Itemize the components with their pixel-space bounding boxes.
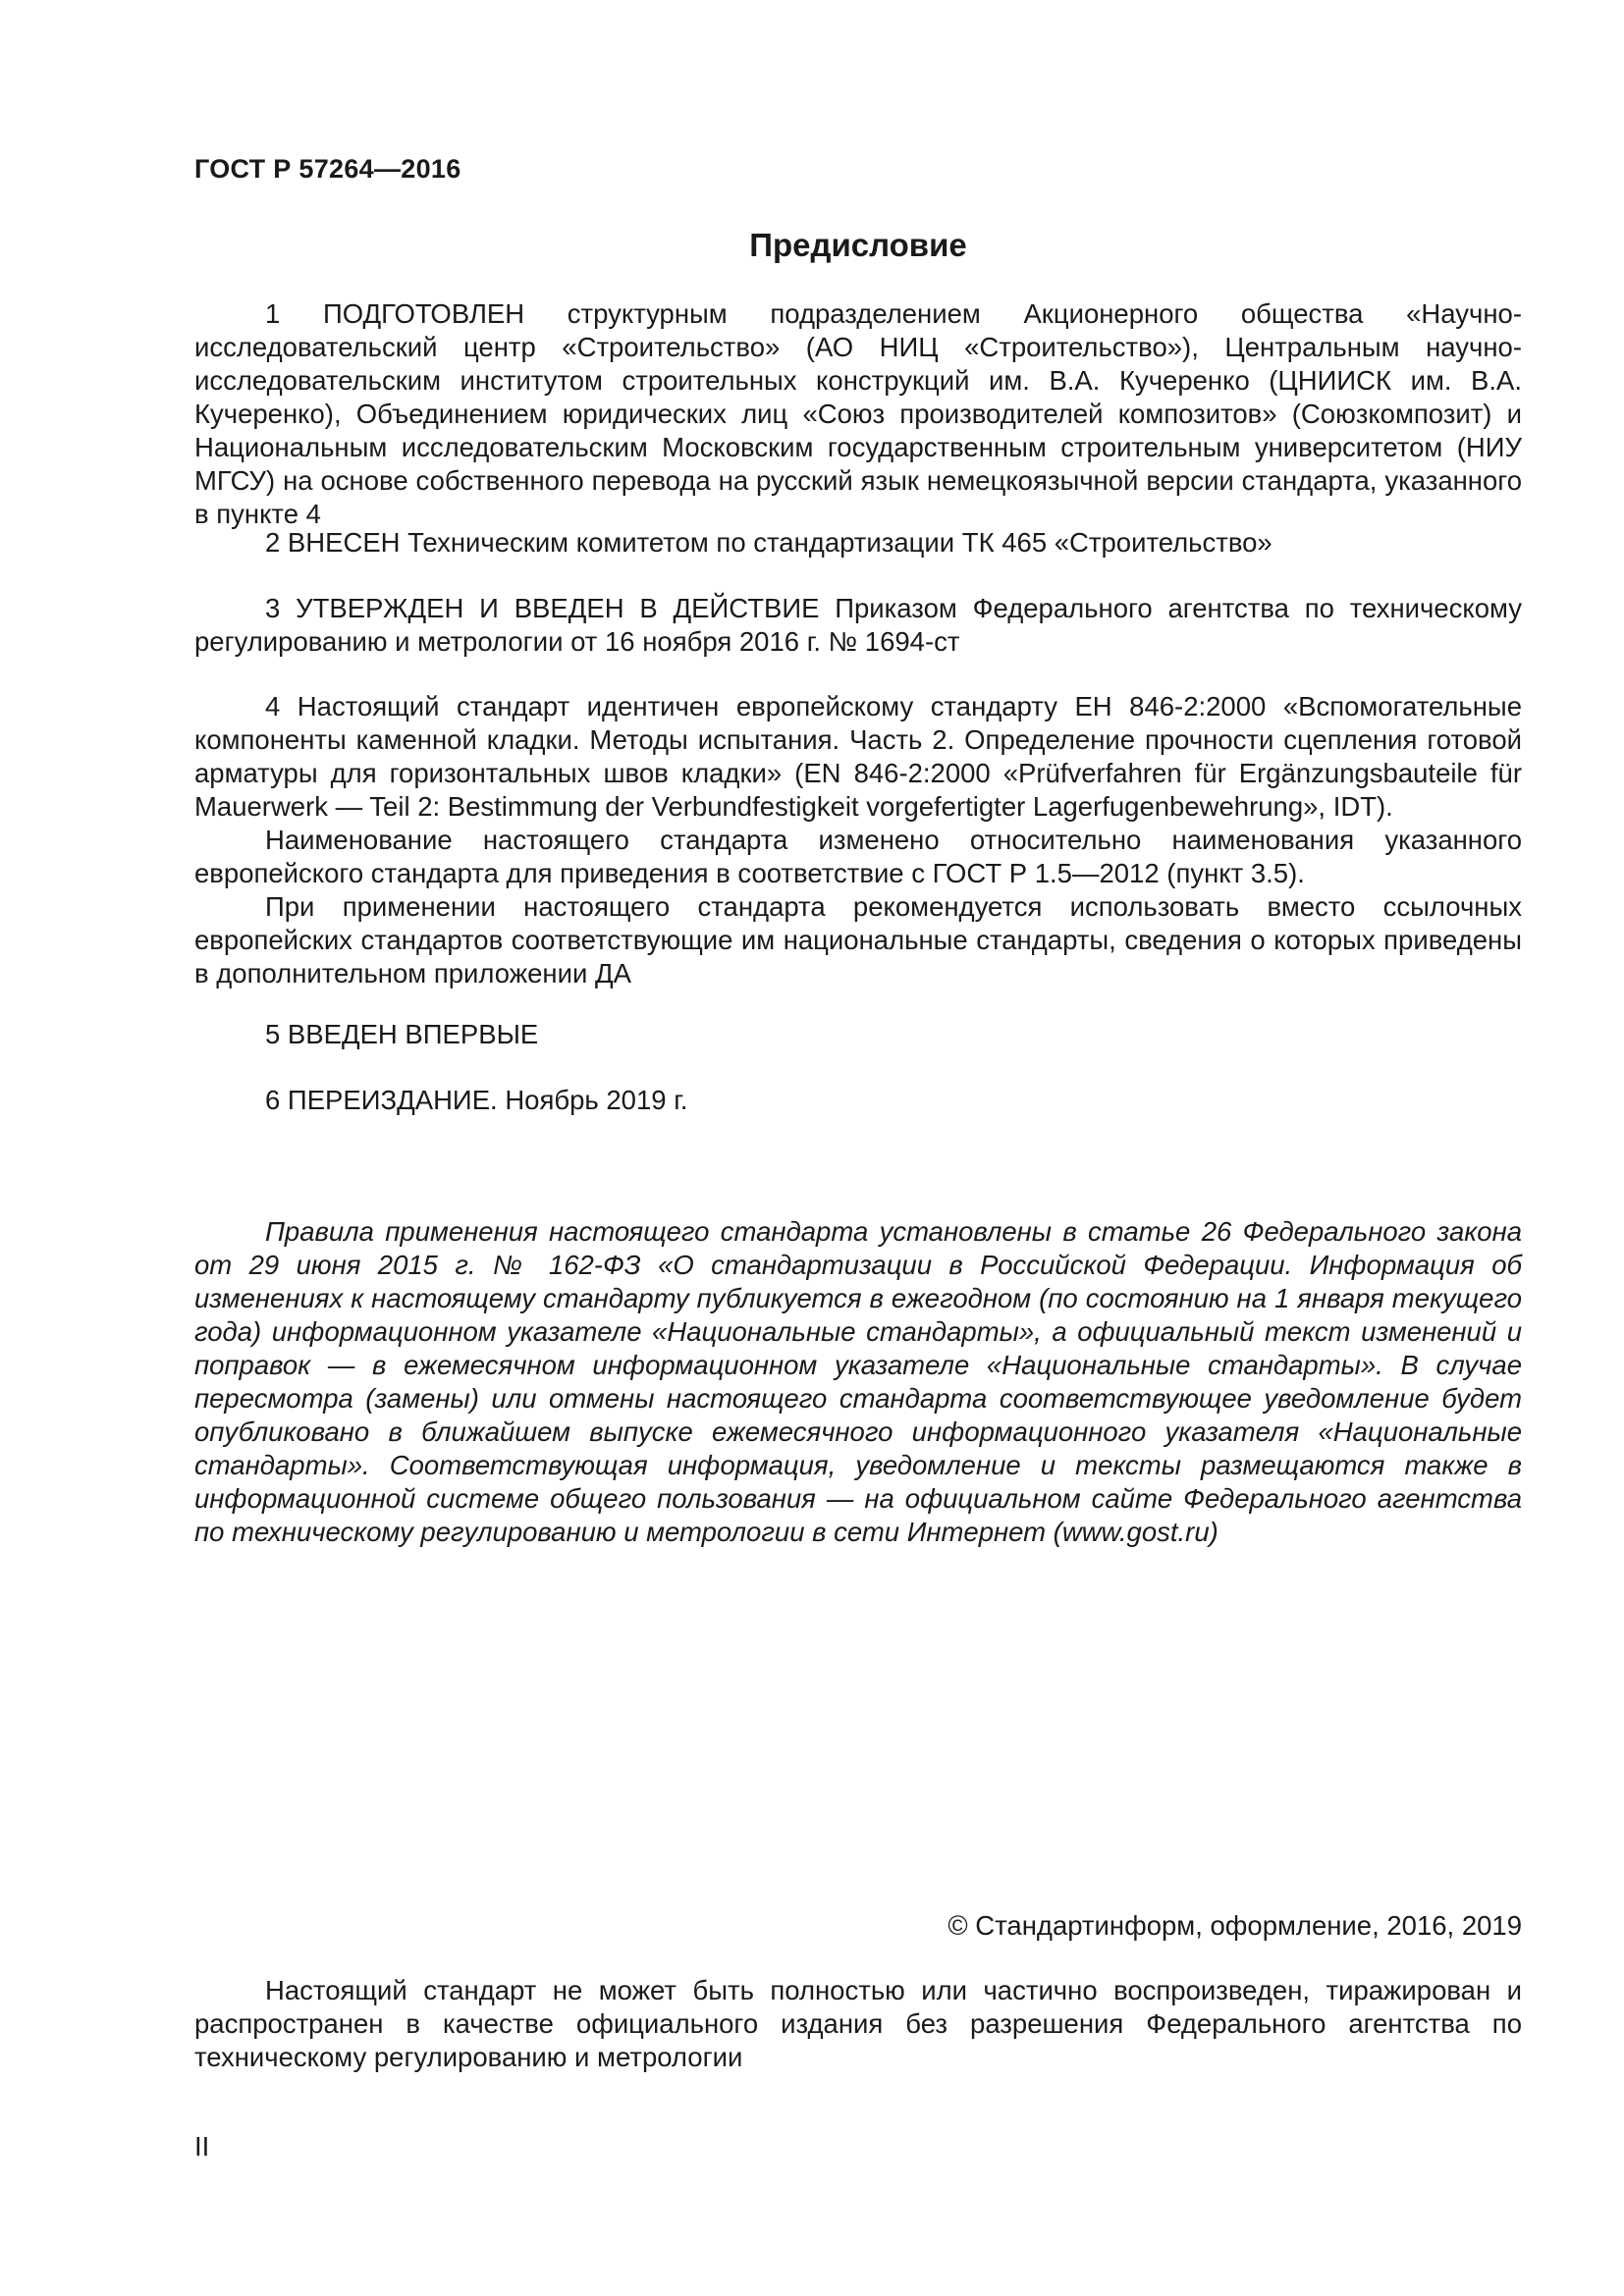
document-code: ГОСТ Р 57264—2016 bbox=[194, 154, 461, 184]
preface-item-2 bbox=[194, 526, 1522, 560]
preface-item-6-text: 6 ПЕРЕИЗДАНИЕ. Ноябрь 2019 г. bbox=[265, 1085, 688, 1115]
preface-item-5-text: 5 ВВЕДЕН ВПЕРВЫЕ bbox=[265, 1019, 539, 1049]
preface-item-3 bbox=[194, 592, 1522, 659]
preface-item-6 bbox=[194, 1084, 1522, 1117]
legal-notice-text: Правила применения настоящего стандарта установлены в статье 26 Федерального закона от 29 июня 2015 г. № 162-ФЗ «О стандартизации в Российской Федерации. Информация об изменениях к настоящему стандарту публикуется в ежегодном (по состоянию на 1 января текущего года) информационном указателе «Национальные стандарты», а официальный текст изменений и поправок — в ежемесячном информационном указателе «Национальные стандарты». В случае пересмотра (замены) или отмены настоящего стандарта соответствующее уведомление будет опубликовано в ближайшем выпуске ежемесячного информационного указателя «Национальные стандарты». Соответствующая информация, уведомление и тексты размещаются также в информационной системе общего пользования — на официальном сайте Федерального агентства по техническому регулированию и метрологии в сети Интернет (www.gost.ru) bbox=[194, 1216, 1522, 1547]
preface-item-4-name-change: Наименование настоящего стандарта изменено относительно наименования указанного европейского стандарта для приведения в соответствие с ГОСТ Р 1.5—2012 (пункт 3.5). bbox=[194, 825, 1522, 888]
preface-item-4 bbox=[194, 690, 1522, 990]
preface-item-1-text: 1 ПОДГОТОВЛЕН структурным подразделением Акционерного общества «Научно-исследовательский центр «Строительство» (АО НИЦ «Строительство»), Центральным научно-исследовательским институтом строительных конструкций им. В.А. Кучеренко (ЦНИИСК им. В.А. Кучеренко), Объединением юридических лиц «Союз производителей композитов» (Союзкомпозит) и Национальным исследовательским Московским государственным строительным университетом (НИУ МГСУ) на основе собственного перевода на русский язык немецкоязычной версии стандарта, указанного в пункте 4 bbox=[194, 298, 1522, 529]
legal-notice bbox=[194, 1215, 1522, 1549]
preface-item-2-text: 2 ВНЕСЕН Техническим комитетом по стандартизации ТК 465 «Строительство» bbox=[265, 527, 1272, 558]
preface-item-4-text: 4 Настоящий стандарт идентичен европейскому стандарту ЕН 846-2:2000 «Вспомогательные компоненты каменной кладки. Методы испытания. Часть 2. Определение прочности сцепления готовой арматуры для горизонтальных швов кладки» (EN 846-2:2000 «Prüfverfahren für Ergänzungsbauteile für Mauerwerk — Teil 2: Bestimmung der Verbundfestigkeit vorgefertigter Lagerfugenbewehrung», IDT). bbox=[194, 691, 1522, 822]
page-title: Предисловие bbox=[749, 227, 967, 263]
preface-item-1 bbox=[194, 297, 1522, 531]
reproduction-note bbox=[194, 1974, 1522, 2074]
preface-item-4-usage-note: При применении настоящего стандарта рекомендуется использовать вместо ссылочных европейских стандартов соответствующие им национальные стандарты, сведения о которых приведены в дополнительном приложении ДА bbox=[194, 891, 1522, 988]
preface-item-3-text: 3 УТВЕРЖДЕН И ВВЕДЕН В ДЕЙСТВИЕ Приказом Федерального агентства по техническому регулированию и метрологии от 16 ноября 2016 г. № 1694-ст bbox=[194, 593, 1522, 657]
copyright-line: © Стандартинформ, оформление, 2016, 2019 bbox=[947, 1910, 1522, 1941]
page-number: II bbox=[194, 2131, 210, 2162]
preface-item-5 bbox=[194, 1018, 1522, 1051]
reproduction-note-text: Настоящий стандарт не может быть полностью или частично воспроизведен, тиражирован и распространен в качестве официального издания без разрешения Федерального агентства по техническому регулированию и метрологии bbox=[194, 1975, 1522, 2072]
